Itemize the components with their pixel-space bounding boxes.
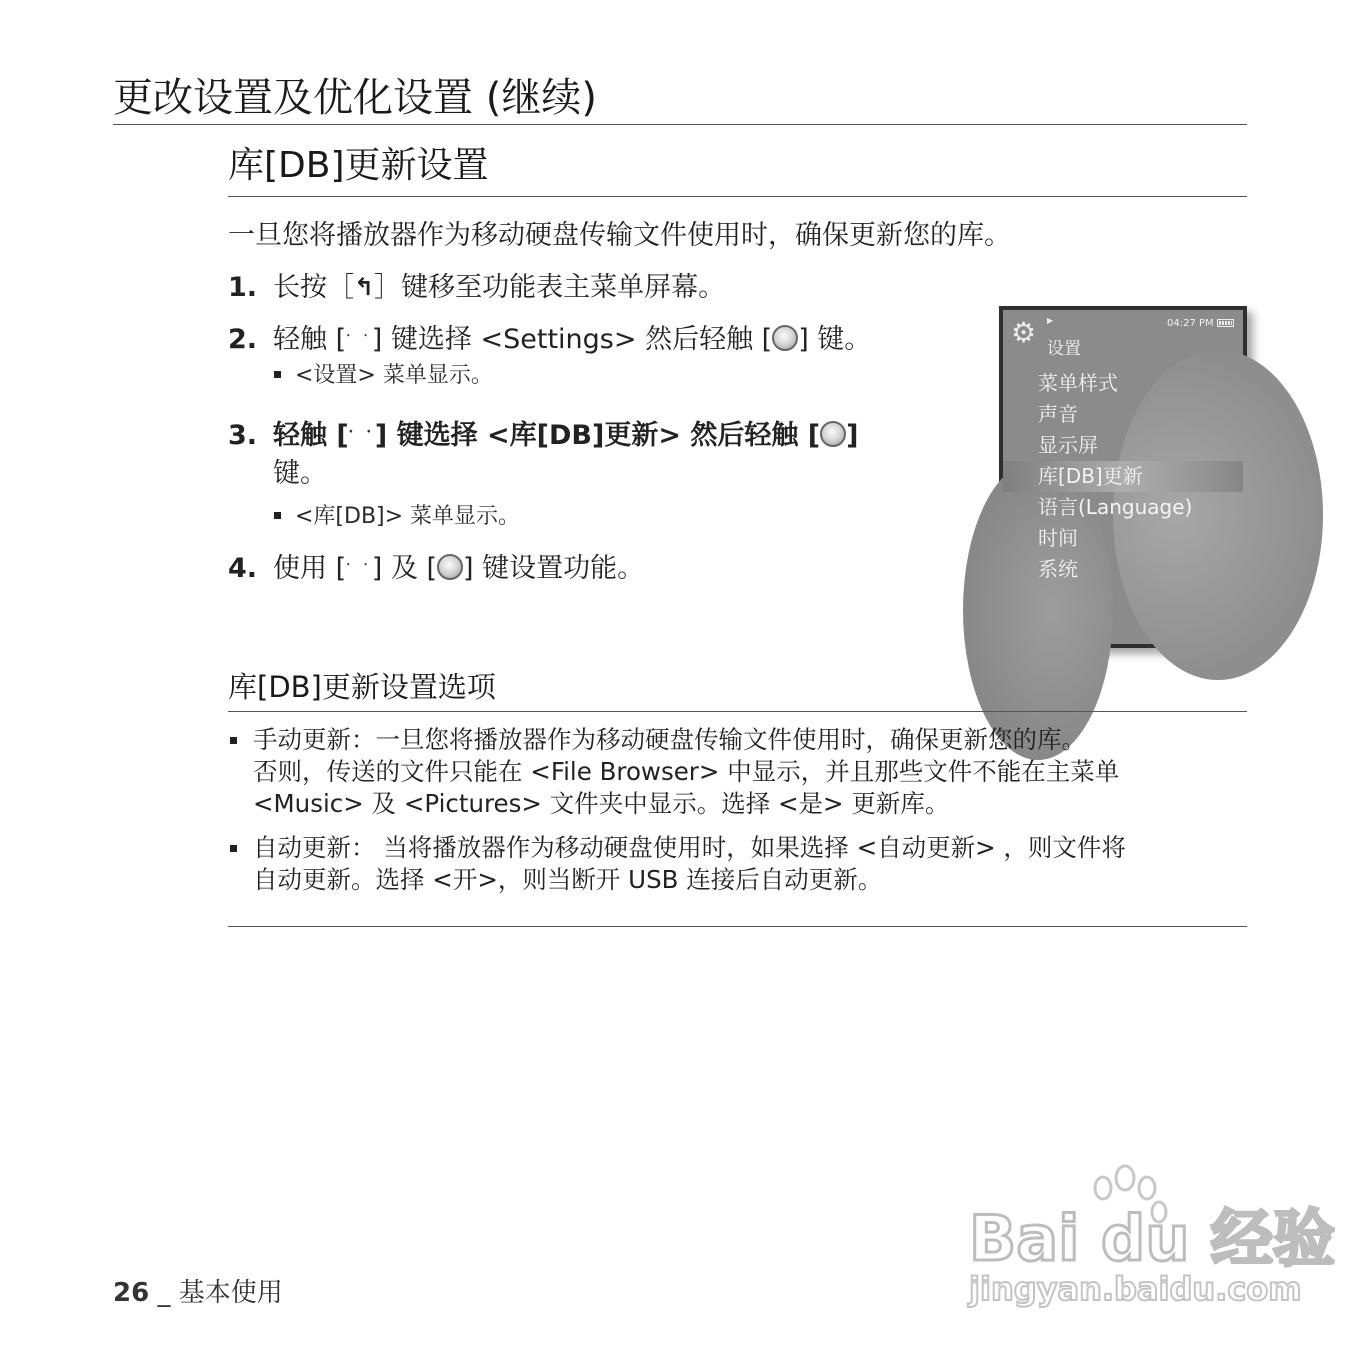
up-down-key-icon: ⸱ ⸱ [348,421,375,441]
step-4 [228,550,644,589]
device-menu-item[interactable]: 显示屏 [1038,433,1098,457]
device-menu-item[interactable]: 库[DB]更新 [1003,461,1243,492]
watermark-brand: Bai du 经验 [969,1202,1336,1275]
status-time: 04:27 PM [1167,318,1214,329]
step-text-pre: 长按［ [273,272,354,303]
step-3-line2: 键。 [273,458,327,489]
option-line: <Music> 及 <Pictures> 文件夹中显示。选择 <是> 更新库。 [253,789,950,818]
device-menu-item[interactable]: 时间 [1038,526,1078,550]
page-number: 26 [113,1278,150,1308]
bottom-divider [228,926,1247,927]
note-text: <库[DB]> 菜单显示。 [295,504,521,529]
step-number: 2. [228,324,258,355]
device-menu-item[interactable]: 菜单样式 [1038,371,1118,395]
section-divider [228,196,1247,197]
page-title: 更改设置及优化设置 (继续) [113,75,597,121]
option-auto-update [228,832,1248,896]
option-line: 自动更新： 当将播放器作为移动硬盘使用时，如果选择 <自动更新> ，则文件将 [253,833,1126,862]
select-key-icon [772,325,798,351]
device-screen [999,306,1247,648]
footer-sep: _ [149,1278,179,1308]
note-text: <设置> 菜单显示。 [295,363,493,388]
options-divider [228,711,1247,712]
step-text-mid: ] 及 [ [371,553,438,584]
section-title: 库[DB]更新设置 [228,145,489,186]
header-divider [113,124,1247,125]
step-2 [228,321,871,360]
step-3-note [274,501,520,533]
step-text-pre: 轻触 [ [273,420,349,451]
option-line: 手动更新：一旦您将播放器作为移动硬盘传输文件使用时，确保更新您的库。 [253,725,1086,754]
watermark-url: jingyan.baidu.com [969,1270,1302,1308]
step-3 [228,417,858,456]
step-text-post: ] 键设置功能。 [463,553,645,584]
step-1 [228,269,725,308]
bullet-square [274,371,281,378]
device-menu-item[interactable]: 系统 [1038,557,1078,581]
up-down-key-icon: ⸱ ⸱ [346,554,372,574]
back-key-icon: ↰ [354,272,375,301]
battery-icon [1217,319,1234,327]
baidu-watermark-logo [965,1160,1336,1310]
footer-label: 基本使用 [178,1278,283,1308]
step-text-post: ］键移至功能表主菜单屏幕。 [374,272,726,303]
step-text-post: ] 键。 [798,324,872,355]
device-menu [1003,368,1243,585]
select-key-icon [437,554,463,580]
step-text-mid: ] 键选择 <库[DB]更新> 然后轻触 [ [374,420,821,451]
options-title: 库[DB]更新设置选项 [228,670,496,704]
step-number: 3. [228,420,258,451]
page-footer [113,1274,283,1312]
step-text-pre: 使用 [ [273,553,347,584]
device-menu-item[interactable]: 语言(Language) [1038,495,1193,519]
step-number: 4. [228,553,258,584]
gear-icon: ⚙ [1011,316,1037,349]
device-title: 设置 [1047,339,1081,359]
step-number: 1. [228,272,258,303]
option-line: 自动更新。选择 <开>，则当断开 USB 连接后自动更新。 [253,865,883,894]
intro-text: 一旦您将播放器作为移动硬盘传输文件使用时，确保更新您的库。 [228,220,1011,251]
bullet-square [274,512,281,519]
step-text-post: ] [846,420,859,451]
bullet-square [230,845,237,852]
step-text-pre: 轻触 [ [273,324,347,355]
device-menu-item[interactable]: 声音 [1038,402,1078,426]
play-icon: ▶ [1047,316,1054,325]
option-line: 否则，传送的文件只能在 <File Browser> 中显示，并且那些文件不能在主菜单 [253,757,1120,786]
select-key-icon [820,421,846,447]
option-manual-update [228,724,1248,820]
step-text-mid: ] 键选择 <Settings> 然后轻触 [ [371,324,773,355]
step-2-note [274,360,493,392]
bullet-square [230,737,237,744]
left-right-key-icon: ⸱ ⸱ [346,325,372,345]
